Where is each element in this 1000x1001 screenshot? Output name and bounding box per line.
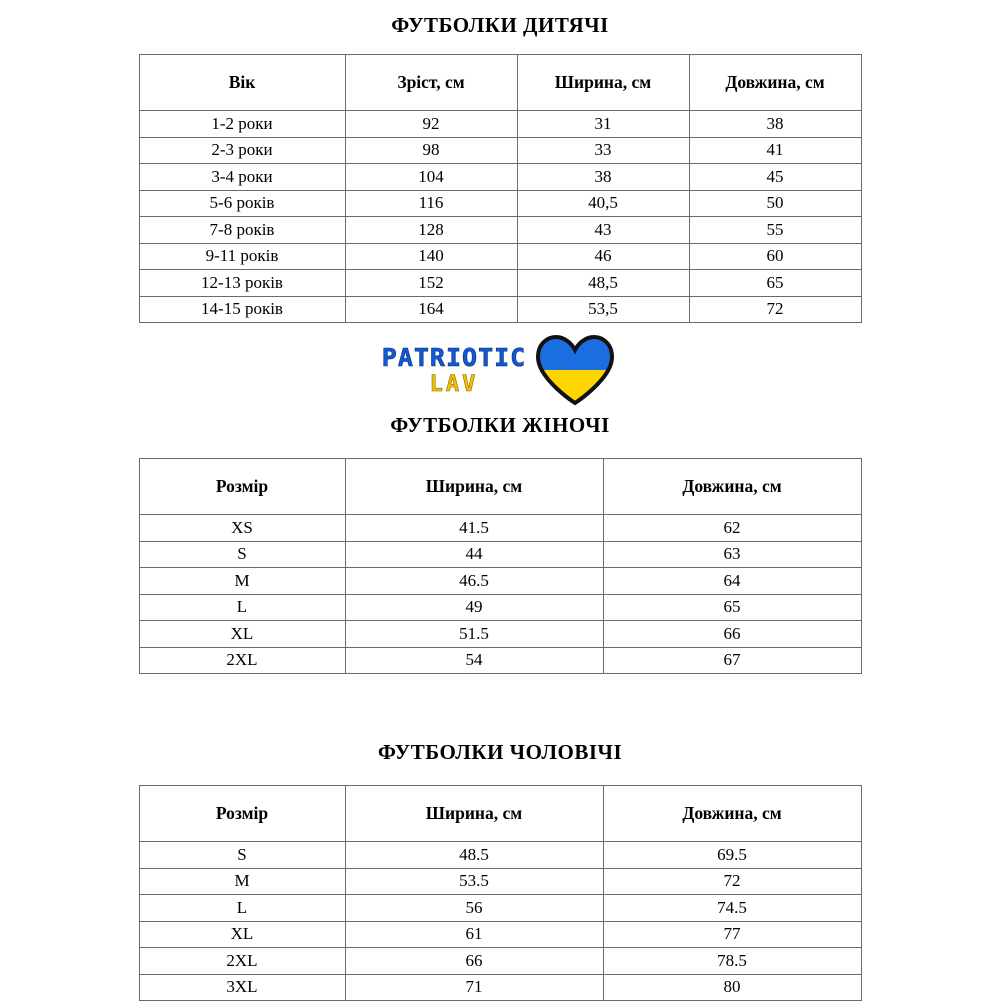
table-row (139, 243, 861, 270)
table-row (139, 296, 861, 323)
cell-length: 38 (689, 111, 861, 138)
cell-width: 51.5 (345, 621, 603, 648)
cell-length: 64 (603, 568, 861, 595)
cell-height: 92 (345, 111, 517, 138)
table-header-row (139, 459, 861, 515)
table-header-row (139, 55, 861, 111)
cell-length: 62 (603, 515, 861, 542)
cell-length: 41 (689, 137, 861, 164)
column-header: Ширина, см (345, 786, 603, 842)
cell-width: 40,5 (517, 190, 689, 217)
cell-length: 65 (689, 270, 861, 297)
cell-length: 72 (689, 296, 861, 323)
cell-width: 56 (345, 895, 603, 922)
cell-length: 50 (689, 190, 861, 217)
column-header: Ширина, см (345, 459, 603, 515)
cell-size: L (139, 895, 345, 922)
cell-width: 66 (345, 948, 603, 975)
cell-width: 61 (345, 921, 603, 948)
section-kids (0, 0, 1000, 323)
cell-length: 78.5 (603, 948, 861, 975)
table-row (139, 842, 861, 869)
cell-size: XL (139, 921, 345, 948)
cell-length: 72 (603, 868, 861, 895)
cell-width: 31 (517, 111, 689, 138)
cell-width: 48.5 (345, 842, 603, 869)
cell-size: 2XL (139, 948, 345, 975)
cell-length: 60 (689, 243, 861, 270)
cell-width: 53.5 (345, 868, 603, 895)
cell-width: 49 (345, 594, 603, 621)
cell-width: 43 (517, 217, 689, 244)
cell-age: 9-11 років (139, 243, 345, 270)
table-row (139, 948, 861, 975)
cell-length: 63 (603, 541, 861, 568)
column-header: Ширина, см (517, 55, 689, 111)
cell-length: 67 (603, 647, 861, 674)
column-header: Зріст, см (345, 55, 517, 111)
table-row (139, 217, 861, 244)
table-row (139, 921, 861, 948)
logo-sub-text: LAV (429, 371, 479, 397)
cell-size: 2XL (139, 647, 345, 674)
cell-length: 69.5 (603, 842, 861, 869)
cell-height: 104 (345, 164, 517, 191)
cell-height: 152 (345, 270, 517, 297)
cell-size: S (139, 541, 345, 568)
table-kids (139, 54, 862, 323)
cell-length: 74.5 (603, 895, 861, 922)
cell-length: 66 (603, 621, 861, 648)
cell-length: 55 (689, 217, 861, 244)
cell-width: 41.5 (345, 515, 603, 542)
column-header: Довжина, см (603, 459, 861, 515)
cell-age: 3-4 роки (139, 164, 345, 191)
cell-length: 65 (603, 594, 861, 621)
cell-height: 98 (345, 137, 517, 164)
cell-size: XS (139, 515, 345, 542)
cell-length: 45 (689, 164, 861, 191)
page-title-women: ФУТБОЛКИ ЖІНОЧІ (390, 413, 610, 437)
table-row (139, 621, 861, 648)
cell-width: 53,5 (517, 296, 689, 323)
table-row (139, 895, 861, 922)
cell-age: 12-13 років (139, 270, 345, 297)
table-row (139, 111, 861, 138)
table-row (139, 568, 861, 595)
cell-age: 7-8 років (139, 217, 345, 244)
cell-length: 77 (603, 921, 861, 948)
table-women (139, 458, 862, 674)
cell-size: S (139, 842, 345, 869)
cell-length: 80 (603, 974, 861, 1001)
table-row (139, 270, 861, 297)
cell-age: 14-15 років (139, 296, 345, 323)
cell-height: 128 (345, 217, 517, 244)
section-women (0, 413, 1000, 674)
table-row (139, 164, 861, 191)
cell-size: 3XL (139, 974, 345, 1001)
cell-width: 54 (345, 647, 603, 674)
cell-size: M (139, 568, 345, 595)
cell-width: 71 (345, 974, 603, 1001)
table-row (139, 974, 861, 1001)
column-header: Вік (139, 55, 345, 111)
cell-height: 140 (345, 243, 517, 270)
column-header: Розмір (139, 786, 345, 842)
column-header: Розмір (139, 459, 345, 515)
table-row (139, 541, 861, 568)
cell-height: 164 (345, 296, 517, 323)
table-row (139, 868, 861, 895)
brand-logo (0, 331, 1000, 409)
column-header: Довжина, см (603, 786, 861, 842)
table-men (139, 785, 862, 1001)
table-row (139, 594, 861, 621)
cell-size: XL (139, 621, 345, 648)
section-men (0, 740, 1000, 1001)
cell-size: L (139, 594, 345, 621)
cell-height: 116 (345, 190, 517, 217)
cell-size: M (139, 868, 345, 895)
cell-width: 48,5 (517, 270, 689, 297)
cell-width: 46.5 (345, 568, 603, 595)
cell-width: 44 (345, 541, 603, 568)
cell-age: 5-6 років (139, 190, 345, 217)
cell-width: 33 (517, 137, 689, 164)
table-row (139, 515, 861, 542)
page-title-kids: ФУТБОЛКИ ДИТЯЧІ (391, 13, 609, 37)
cell-age: 2-3 роки (139, 137, 345, 164)
table-row (139, 190, 861, 217)
table-header-row (139, 786, 861, 842)
table-row (139, 137, 861, 164)
cell-age: 1-2 роки (139, 111, 345, 138)
heart-ukraine-flag-icon (532, 333, 618, 407)
cell-width: 38 (517, 164, 689, 191)
logo-main-text: PATRIOTIC (381, 342, 527, 372)
page-title-men: ФУТБОЛКИ ЧОЛОВІЧІ (377, 740, 623, 764)
cell-width: 46 (517, 243, 689, 270)
column-header: Довжина, см (689, 55, 861, 111)
table-row (139, 647, 861, 674)
